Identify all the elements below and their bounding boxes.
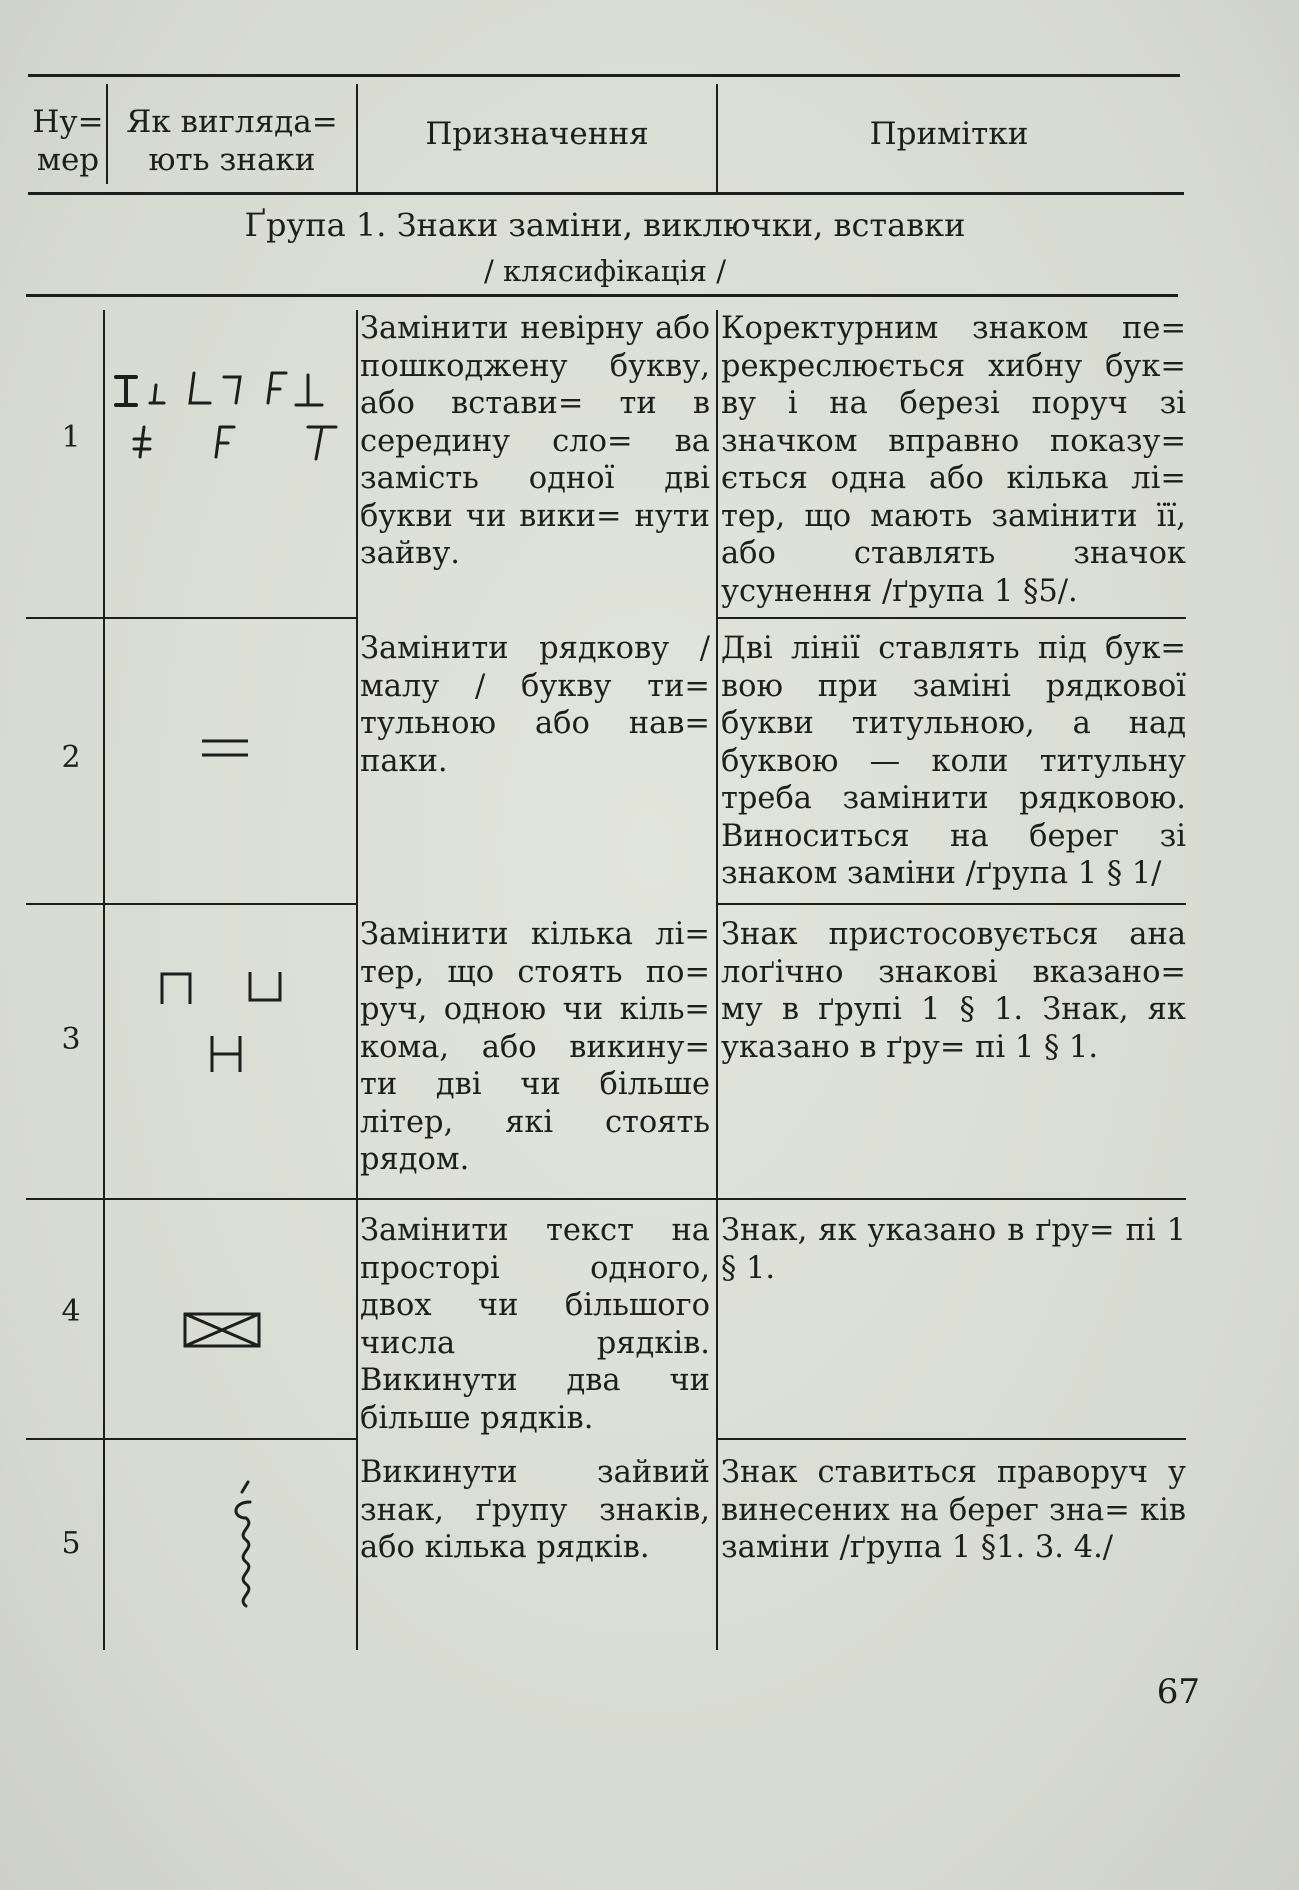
- row-separator-4: [26, 1438, 356, 1440]
- header-appearance-line1: Як вигляда=: [126, 104, 338, 140]
- row-separator-4b: [716, 1438, 1186, 1440]
- row-separator-1b: [716, 617, 1186, 619]
- header-appearance-line2: ють знаки: [148, 142, 316, 178]
- body-divider-3: [716, 310, 718, 1650]
- replace-letter-marks-icon: [108, 355, 353, 475]
- row-3-notes: Знак пристосовується ана лоґічно знакові вказано= му в ґрупі 1 § 1. Знак, як указано в ґру= пі 1 § 1.: [721, 917, 1186, 1065]
- row-separator-2b: [716, 903, 1186, 905]
- group-title: Ґрупа 1. Знаки заміни, виключки, вставки: [244, 206, 966, 244]
- bracket-marks-icon: [150, 968, 290, 1078]
- delete-squiggle-icon: [228, 1478, 264, 1618]
- row-separator-2: [26, 903, 356, 905]
- row-5-purpose: Викинути зайвий знак, ґрупу знаків, або кілька рядків.: [360, 1455, 710, 1565]
- row-4-notes: Знак, як указано в ґру= пі 1 § 1.: [721, 1213, 1186, 1286]
- header-notes: Примітки: [869, 116, 1029, 152]
- row-1-number: 1: [61, 420, 81, 455]
- header-appearance: [108, 95, 356, 187]
- row-2-number: 2: [61, 740, 81, 775]
- body-divider-1: [103, 310, 105, 1650]
- row-1-purpose: Замінити невірну або пошкоджену букву, або встави= ти в середину сло= ва замість одної дві букви чи вики= нути зайву.: [360, 311, 710, 571]
- header-number-line1: Ну=: [32, 104, 104, 140]
- header-number-line2: мер: [36, 142, 100, 178]
- row-4-number: 4: [61, 1294, 81, 1329]
- page-number: 67: [1156, 1672, 1200, 1712]
- row-separator-1: [26, 617, 356, 619]
- group-subtitle: / клясифікація /: [484, 254, 726, 288]
- row-2-purpose: Замінити рядкову / малу / букву ти= тульною або нав= паки.: [360, 631, 710, 779]
- row-5-number: 5: [61, 1526, 81, 1561]
- group-bottom-rule: [26, 294, 1178, 297]
- header-bottom-rule: [28, 192, 1184, 195]
- header-number: [30, 95, 106, 187]
- header-purpose: Призначення: [425, 116, 649, 152]
- row-2-notes: Дві лінії ставлять під бук= вою при заміні рядкової букви титульною, а над буквою — коли титульну треба замінити рядковою. Виноситься на берег зі знаком заміни /ґрупа 1 § 1/: [721, 631, 1186, 891]
- row-1-notes: Коректурним знаком пе= рекреслюється хибну бук= ву і на березі поруч зі значком вправно показу= ється одна або кілька лі= тер, що мають замінити її, або ставлять значок усунення /ґрупа 1 §5/.: [721, 311, 1186, 609]
- row-separator-3: [26, 1198, 1186, 1200]
- double-line-icon: [200, 737, 250, 761]
- row-5-notes: Знак ставиться праворуч у винесених на берег зна= ків заміни /ґрупа 1 §1. 3. 4./: [721, 1455, 1186, 1565]
- crossed-box-icon: [182, 1310, 262, 1350]
- top-rule: [28, 74, 1180, 77]
- row-3-purpose: Замінити кілька лі= тер, що стоять по= руч, одною чи кіль= кома, або викину= ти дві чи більше літер, які стоять рядом.: [360, 917, 710, 1177]
- body-divider-2: [356, 310, 358, 1650]
- row-4-purpose: Замінити текст на просторі одного, двох чи більшого числа рядків. Викинути два чи більше рядків.: [360, 1213, 710, 1436]
- row-3-number: 3: [61, 1022, 81, 1057]
